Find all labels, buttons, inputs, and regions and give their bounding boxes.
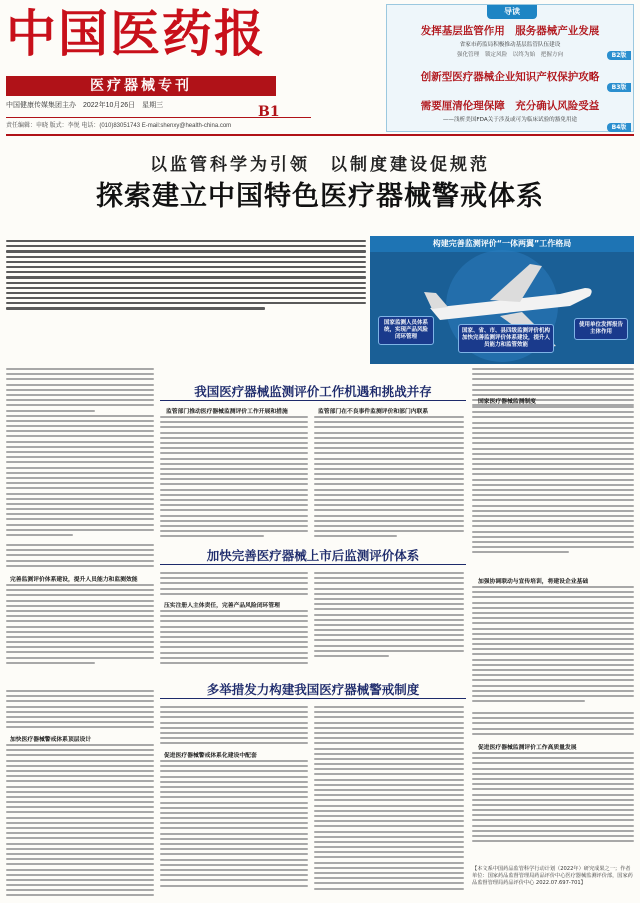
article-column (160, 706, 308, 748)
article-column (160, 610, 308, 667)
section-title: 加快完善医疗器械上市后监测评价体系 (206, 548, 420, 563)
masthead-divider (6, 134, 634, 136)
guide-page-badge: B4版 (607, 123, 631, 132)
article-column (6, 544, 154, 570)
publication-line: 中国健康传媒集团主办 2022年10月26日 星期三 (6, 102, 164, 109)
guide-item-title[interactable]: 发挥基层监管作用 服务器械产业发展 (420, 25, 600, 37)
sub-heading: 监管部门推动医疗器械监测评价工作开展和措施 (166, 409, 288, 415)
sub-heading: 国家医疗器械监测制度 (478, 399, 536, 405)
diagram-box-left: 国家监测人员体系统，实现产品风险闭环管理 (378, 316, 434, 345)
guide-item-title[interactable]: 需要厘清伦理保障 充分确认风险受益 (420, 100, 600, 112)
guide-item-title[interactable]: 创新型医疗器械企业知识产权保护攻略 (420, 71, 600, 83)
article-column (472, 712, 634, 738)
section-rule (160, 400, 466, 401)
lead-paragraph (6, 240, 366, 286)
section-rule (160, 564, 466, 565)
article-column (160, 416, 308, 541)
article-column (6, 690, 154, 732)
article-column (314, 416, 464, 541)
guide-item[interactable] (391, 69, 629, 84)
guide-item[interactable] (391, 23, 629, 48)
article-column (472, 406, 634, 556)
infographic-diagram (370, 236, 634, 364)
editor-line: 责任编辑：申晓 版式：李悦 电话：(010)83051743 E-mail:shenxy@health-china.com (6, 117, 311, 129)
headline-main: 探索建立中国特色医疗器械警戒体系 (96, 181, 544, 212)
article-column (314, 706, 464, 893)
guide-page-badge: B3版 (607, 83, 631, 92)
guide-page-badge: B2版 (607, 51, 631, 60)
sub-heading: 监管部门在不良事件监测评价和部门内联系 (318, 409, 429, 415)
article-column (160, 572, 308, 598)
article-column (314, 572, 464, 660)
sub-heading: 加快医疗器械警戒体系顶层设计 (10, 737, 92, 743)
diagram-title: 构建完善监测评价“一体两翼”工作格局 (370, 236, 634, 252)
section-rule (160, 698, 466, 699)
section-title: 多举措发力构建我国医疗器械警戒制度 (206, 682, 420, 697)
guide-label: 导读 (487, 5, 537, 19)
sub-heading: 加强协调联动与宣传培训，将建设企业基础 (478, 579, 589, 585)
guide-item-tags: 强化管理 锁定风险 以终为始 把握方向 (456, 52, 564, 58)
page-code: B1 (258, 104, 280, 120)
guide-item-subtitle: ——浅析美国FDA关于涉及或可为临床试验的豁免用途 (442, 117, 578, 123)
sub-heading: 完善监测评价体系建设，提升人员能力和监测效能 (10, 577, 138, 583)
guide-item[interactable] (391, 98, 629, 123)
newspaper-logo: 中国医药报 (6, 4, 266, 63)
article-column (472, 586, 634, 705)
guide-box (386, 4, 634, 132)
author-footnote: 【本文系中国药品监管科学行动计划（2022年）研究成果之一；作者单位：国家药品监督管理局药品评价中心医疗器械监测评价部，国家药品监督管理局药品评价中心 2022.07.697-701】 (472, 866, 633, 886)
masthead (6, 4, 306, 66)
diagram-box-center: 国家、省、市、县四级监测评价机构加快完善监测评价体系建设，提升人员能力和监管效能 (458, 324, 554, 353)
diagram-box-right: 使用单位发挥报告主体作用 (574, 318, 628, 340)
headline-kicker: 以监管科学为引领 以制度建设促规范 (150, 155, 490, 175)
section-title: 我国医疗器械监测评价工作机遇和挑战并存 (194, 384, 432, 399)
article-column (472, 752, 634, 845)
special-edition-label: 医疗器械专刊 (6, 76, 276, 96)
sub-heading: 压实注册人主体责任，完善产品风险闭环管理 (164, 603, 280, 609)
guide-item-subtitle: 省家市药监局积极推动基层监管队伍建设 (459, 42, 561, 48)
article-column (6, 584, 154, 667)
sub-heading: 促进医疗器械监测评价工作高质量发展 (478, 745, 577, 751)
sub-heading: 促进医疗器械警戒体系化建设中配套 (164, 753, 257, 759)
article-column (6, 744, 154, 900)
article-column (6, 368, 154, 539)
article-column (160, 760, 308, 890)
